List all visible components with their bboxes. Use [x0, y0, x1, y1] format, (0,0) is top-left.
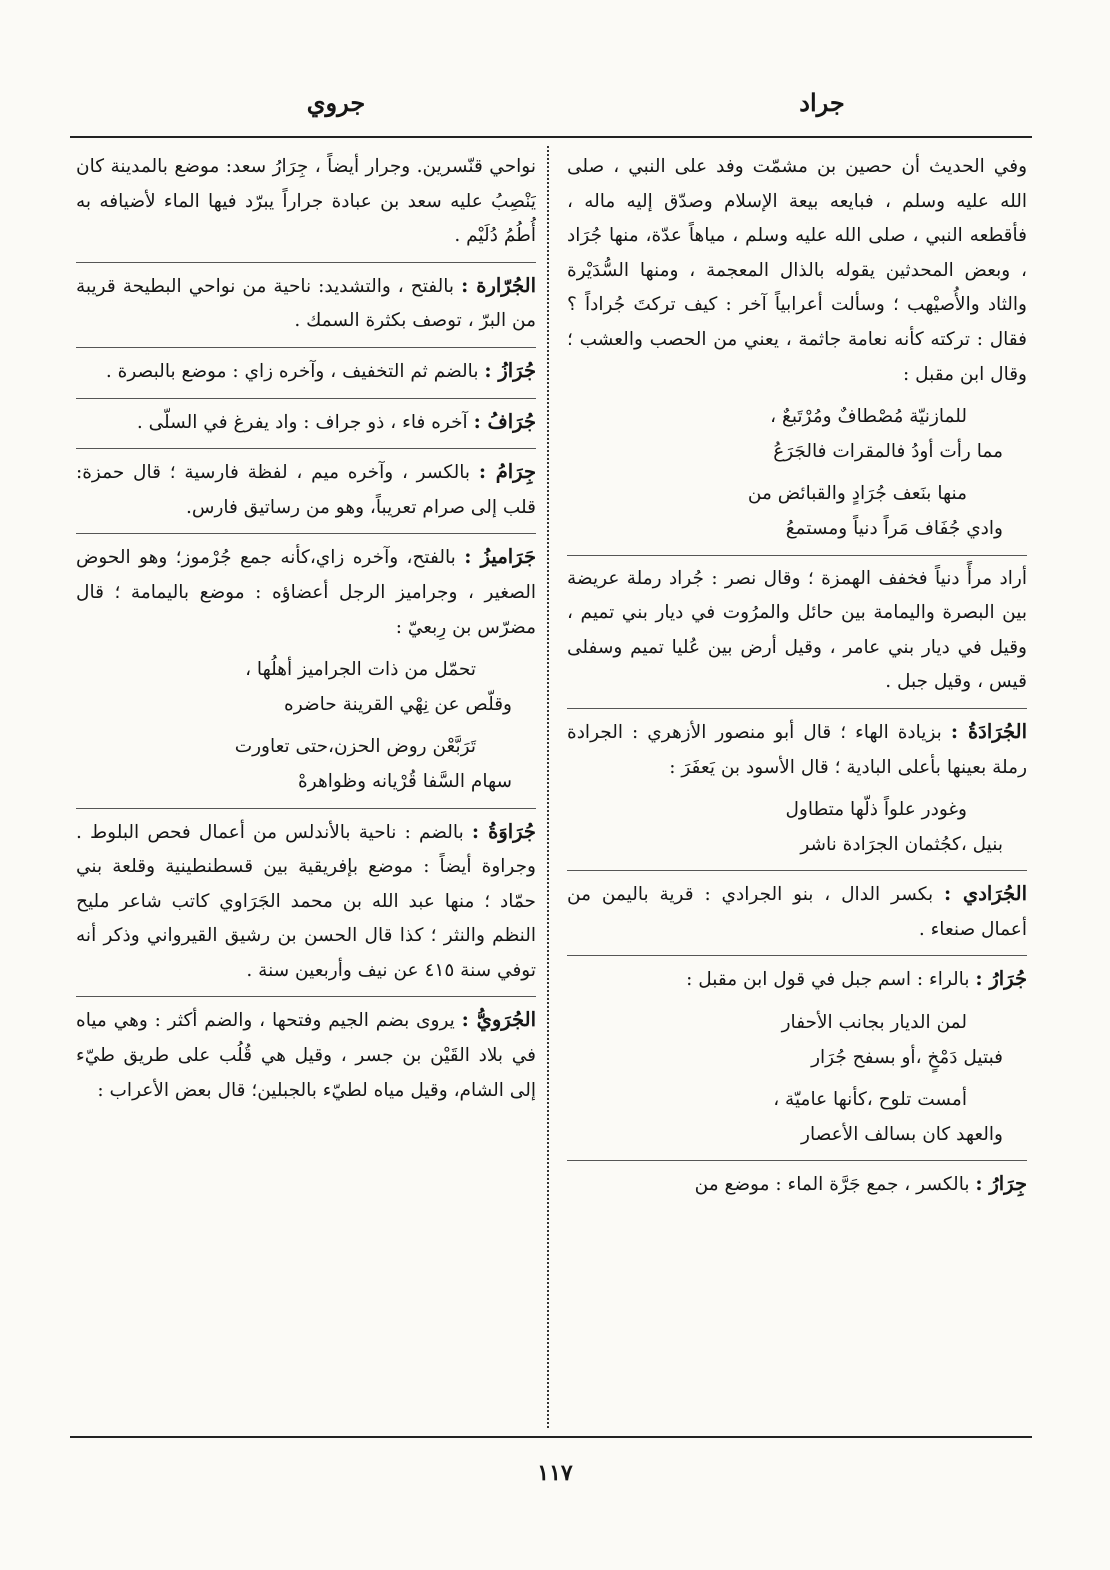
- entry-body: آخره فاء ، ذو جراف : واد يفرغ في السلّى .: [136, 411, 474, 433]
- entry-separator: [76, 347, 536, 348]
- verse: [76, 653, 536, 722]
- entry-body: بالضم : ناحية بالأندلس من أعمال فحص البلوط . وجراوة أيضاً : موضع بإفريقية بين قسطنطينية وقلعة بني حمّاد ؛ منها عبد الله بن محمد الجَرَاوي كاتب شاعر مليح النظم والنثر ؛ كذا قال الحسن بن رشيق القيرواني وذكر أنه توفي سنة ٤١٥ عن نيف وأربعين سنة .: [76, 821, 536, 981]
- entry-continuation: [76, 150, 536, 254]
- entry-body: بالكسر ، وآخره ميم ، لفظة فارسية ؛ قال حمزة: قلب إلى صرام تعريباً، وهو من رساتيق فارس.: [76, 462, 536, 518]
- verse: [567, 400, 1027, 469]
- headword: جُرَازُ :: [484, 358, 536, 382]
- headword: جَرَاميزُ :: [464, 545, 536, 569]
- entry-separator: [567, 708, 1027, 709]
- verse-line: وادي جُفَاف مَراً دنياً ومستمعُ: [785, 517, 1003, 539]
- entry: [76, 540, 536, 645]
- entry-body: بالراء : اسم جبل في قول ابن مقبل :: [686, 969, 976, 991]
- entry-body: أراد مرأً دنياً فخفف الهمزة ؛ وقال نصر : جُراد رملة عريضة بين البصرة واليمامة بين حائل والمرُوت في ديار بني تميم ، وقيل في ديار بني عامر ، وقيل أرض بين عُليا تميم وسفلى قيس ، وقيل جبل .: [567, 567, 1027, 693]
- left-running-head: جروي: [306, 88, 366, 117]
- headword: الجُرَويُّ :: [461, 1008, 536, 1032]
- verse-line: لمن الديار بجانب الأحفار: [781, 1012, 967, 1034]
- verse-line: والعهد كان بسالف الأعصار: [801, 1123, 1003, 1145]
- entry: [76, 1003, 536, 1108]
- right-running-head: جراد: [799, 88, 845, 117]
- headword: جُرَارُ :: [975, 967, 1027, 991]
- entry: [567, 715, 1027, 785]
- entry: [76, 815, 536, 989]
- entry-continuation: [567, 150, 1027, 392]
- entry-separator: [567, 555, 1027, 556]
- verse-line: للمازنيّة مُصْطافٌ ومُرْتَبعٌ ،: [770, 406, 967, 428]
- left-column: [76, 150, 536, 1428]
- verse: [76, 730, 536, 799]
- entry: [567, 877, 1027, 947]
- verse-line: أمست تلوح ،كأنها عاميّة ،: [773, 1089, 967, 1111]
- entry: [567, 962, 1027, 998]
- verse-line: بنيل ،كجُثمان الجرَادة ناشر: [800, 833, 1003, 855]
- entry-body: بكسر الدال ، بنو الجرادي : قرية باليمن من أعمال صنعاء .: [567, 884, 1027, 940]
- verse-line: وغودر علواً ذلّها متطاول: [785, 799, 967, 821]
- headword: جِرَارُ :: [975, 1172, 1027, 1196]
- verse-line: منها بنَعف جُرَادٍ والقبائض من: [747, 483, 967, 505]
- verse-line: وقلّص عن نِهْي القرينة حاضره: [284, 693, 512, 715]
- verse: [567, 1083, 1027, 1152]
- entry-body: يروى بضم الجيم وفتحها ، والضم أكثر : وهي مياه في بلاد القَيْن بن جسر ، وقيل هي قُلُب على طريق طيّء إلى الشام، وقيل مياه لطيّء بالجبلين؛ قال بعض الأعراب :: [76, 1010, 536, 1101]
- entry: [76, 455, 536, 525]
- entry-separator: [76, 996, 536, 997]
- headword: جُرَافُ :: [473, 409, 536, 433]
- entry-separator: [76, 262, 536, 263]
- verse-line: فبتيل دَمْخٍ ،أو بسفح جُرَار: [811, 1046, 1003, 1068]
- entry: [567, 1167, 1027, 1203]
- entry: [76, 405, 536, 441]
- verse: [567, 793, 1027, 862]
- column-divider: [547, 146, 549, 1428]
- page-number: ١١٧: [537, 1460, 573, 1486]
- top-rule: [70, 136, 1032, 138]
- headword: جِرَامُ :: [478, 460, 536, 484]
- verse-line: تحمّل من ذات الجراميز أهلُها ،: [245, 659, 476, 681]
- verse-line: تَرَبَّعْن روض الحزن،حتى تعاورت: [234, 736, 476, 758]
- entry-body: بالفتح، وآخره زاي،كأنه جمع جُرْموز؛ وهو الحوض الصغير ، وجراميز الرجل أعضاؤه : موضع باليمامة ؛ قال مضرّس بن رِبعيّ :: [76, 547, 536, 638]
- entry-separator: [567, 1160, 1027, 1161]
- verse: [567, 477, 1027, 546]
- headword: الجُرّارة :: [461, 273, 536, 297]
- entry-body: بالضم ثم التخفيف ، وآخره زاي : موضع بالبصرة .: [105, 360, 485, 382]
- entry-body: وفي الحديث أن حصين بن مشمّت وفد على النبي ، صلى الله عليه وسلم ، فبايعه بيعة الإسلام وصدّق إليه ماله ، فأقطعه النبي ، صلى الله عليه وسلم ، مياهاً عدّة، منها جُرَاد ، وبعض المحدثين يقوله بالذال المعجمة ، ومنها السُّدَيْرة والثاد والأُصيْهب ؛ وسألت أعرابياً آخر : كيف تركتَ جُراداً ؟ فقال : تركته كأنه نعامة جاثمة ، يعني من الحصب والعشب ؛ وقال ابن مقبل :: [567, 156, 1027, 385]
- entry-body: بالفتح ، والتشديد: ناحية من نواحي البطيحة قريبة من البرّ ، توصف بكثرة السمك .: [76, 275, 536, 332]
- entry-body: بالكسر ، جمع جَرَّة الماء : موضع من: [694, 1174, 976, 1196]
- entry: [76, 269, 536, 339]
- bottom-rule: [70, 1436, 1032, 1438]
- verse-line: سهام السَّفا قُرْيانه وظواهرهْ: [298, 770, 512, 792]
- entry-separator: [76, 448, 536, 449]
- headword: الجُرَادَةُ :: [950, 719, 1027, 743]
- entry-separator: [567, 955, 1027, 956]
- entry-body: بزيادة الهاء ؛ قال أبو منصور الأزهري : الجرادة رملة بعينها بأعلى البادية ؛ قال الأسود بن يَعفَرَ :: [567, 721, 1027, 778]
- entry: [76, 354, 536, 390]
- entry-continuation: [567, 562, 1027, 700]
- headword: جُرَاوَةُ :: [471, 819, 536, 843]
- verse: [567, 1006, 1027, 1075]
- right-column: [567, 150, 1027, 1428]
- verse-line: مما رأت أودُ فالمقرات فالجَرَعُ: [773, 440, 1003, 462]
- entry-body: نواحي قنّسرين. وجرار أيضاً ، جِرَارُ سعد: موضع بالمدينة كان يَنْصِبُ عليه سعد بن عبادة جراراً يبرّد فيها الماء لأضيافه به أُطُمُ دُلَيْم .: [76, 156, 536, 247]
- entry-separator: [76, 533, 536, 534]
- entry-separator: [76, 808, 536, 809]
- entry-separator: [76, 398, 536, 399]
- headword: الجُرَادي :: [943, 882, 1027, 906]
- entry-separator: [567, 870, 1027, 871]
